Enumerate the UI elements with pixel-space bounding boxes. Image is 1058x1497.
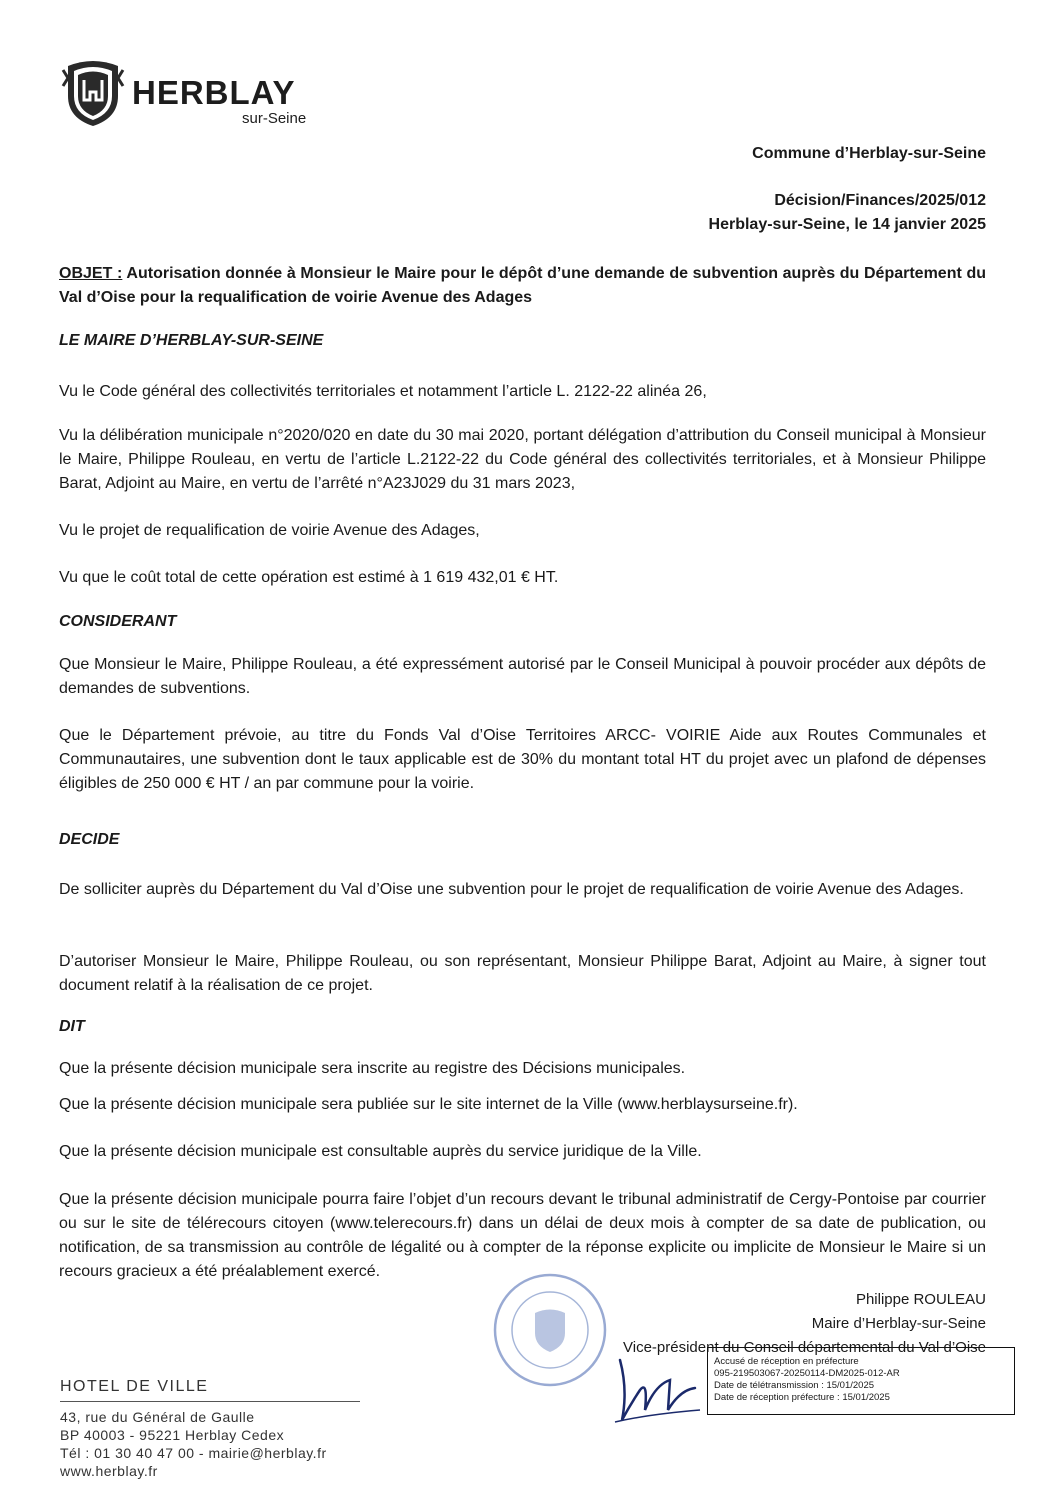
dit-paragraph-2: Que la présente décision municipale sera publiée sur le site internet de la Ville (www.herblaysurseine.fr).	[59, 1096, 798, 1113]
brand-name: HERBLAY	[132, 74, 296, 111]
receipt-line-2: 095-219503067-20250114-DM2025-012-AR	[714, 1368, 900, 1379]
footer-title: HOTEL DE VILLE	[60, 1378, 209, 1395]
objet-text: Autorisation donnée à Monsieur le Maire pour le dépôt d’une demande de subvention auprès du Département du Val d’Oise pour la requalification de voirie Avenue des Adages	[59, 265, 987, 306]
dit-paragraph-4: Que la présente décision municipale pourra faire l’objet d’un recours devant le tribunal administratif de Cergy-Pontoise par courrier ou sur le site de télérecours citoyen (www.telerecours.fr) dans un délai de deux mois à compter de sa date de publication, ou notification, de sa transmission au contrôle de légalité ou à compter de la réponse explicite ou implicite de Monsieur le Maire si un recours gracieux a été préalablement exercé.	[59, 1191, 986, 1280]
section-dit: DIT	[59, 1018, 85, 1035]
footer-phone: Tél : 01 30 40 47 00 - mairie@herblay.fr	[60, 1445, 327, 1461]
signatory-title-1: Maire d’Herblay-sur-Seine	[811, 1315, 986, 1332]
objet-label: OBJET :	[59, 265, 123, 282]
vu-cout-paragraph: Vu que le coût total de cette opération est estimé à 1 619 432,01 € HT.	[59, 569, 559, 586]
brand-subtitle: sur-Seine	[242, 110, 307, 127]
receipt-line-1: Accusé de réception en préfecture	[714, 1356, 859, 1367]
signature-icon	[600, 1350, 710, 1430]
signatory-name: Philippe ROULEAU	[855, 1291, 986, 1308]
considerant-paragraph-2: Que le Département prévoie, au titre du Fonds Val d’Oise Territoires ARCC- VOIRIE Aide aux Routes Communales et Communautaires, une subvention dont le taux applicable est de 30% du montant total HT du projet avec un plafond de dépenses éligibles de 250 000 € HT / an par commune pour la voirie.	[59, 727, 986, 792]
vu-code-paragraph: Vu le Code général des collectivités territoriales et notamment l’article L. 2122-22 alinéa 26,	[59, 383, 707, 400]
footer	[60, 1378, 360, 1480]
receipt-line-3: Date de télétransmission : 15/01/2025	[714, 1380, 875, 1391]
footer-website: www.herblay.fr	[60, 1463, 158, 1479]
decide-paragraph-2: D’autoriser Monsieur le Maire, Philippe Rouleau, ou son représentant, Monsieur Philippe Barat, Adjoint au Maire, à signer tout document relatif à la réalisation de ce projet.	[59, 953, 986, 994]
objet-paragraph	[59, 262, 986, 310]
receipt-line-4: Date de réception préfecture : 15/01/2025	[714, 1392, 890, 1403]
mairie-stamp-icon	[485, 1268, 615, 1388]
section-maire: LE MAIRE D’HERBLAY-SUR-SEINE	[59, 332, 324, 349]
vu-projet-paragraph: Vu le projet de requalification de voirie Avenue des Adages,	[59, 522, 480, 539]
decide-paragraph-1: De solliciter auprès du Département du Val d’Oise une subvention pour le projet de requalification de voirie Avenue des Adages.	[59, 881, 964, 898]
commune-name: Commune d’Herblay-sur-Seine	[752, 145, 986, 162]
considerant-paragraph-1: Que Monsieur le Maire, Philippe Rouleau, a été expressément autorisé par le Conseil Municipal à pouvoir procéder aux dépôts de demandes de subventions.	[59, 656, 986, 697]
crest-icon	[60, 56, 126, 128]
decision-reference: Décision/Finances/2025/012	[774, 192, 986, 209]
section-considerant: CONSIDERANT	[59, 613, 177, 630]
section-decide: DECIDE	[59, 831, 120, 848]
prefecture-receipt-box	[707, 1347, 1015, 1415]
vu-deliberation-paragraph: Vu la délibération municipale n°2020/020 en date du 30 mai 2020, portant délégation d’attribution du Conseil municipal à Monsieur le Maire, Philippe Rouleau, en vertu de l’article L.2122-22 du Code général des collectivités territoriales, et à Monsieur Philippe Barat, Adjoint au Maire, en vertu de l’arrêté n°A23J029 du 31 mars 2023,	[59, 427, 986, 492]
footer-divider	[60, 1401, 360, 1402]
signatory-title-2: Vice-président du Conseil départemental du Val d’Oise	[623, 1339, 986, 1356]
herblay-logo	[60, 52, 340, 132]
footer-address-1: 43, rue du Général de Gaulle	[60, 1409, 255, 1425]
place-date: Herblay-sur-Seine, le 14 janvier 2025	[708, 216, 986, 233]
dit-paragraph-1: Que la présente décision municipale sera inscrite au registre des Décisions municipales.	[59, 1060, 686, 1077]
footer-address-2: BP 40003 - 95221 Herblay Cedex	[60, 1427, 285, 1443]
dit-paragraph-3: Que la présente décision municipale est consultable auprès du service juridique de la Ville.	[59, 1143, 702, 1160]
